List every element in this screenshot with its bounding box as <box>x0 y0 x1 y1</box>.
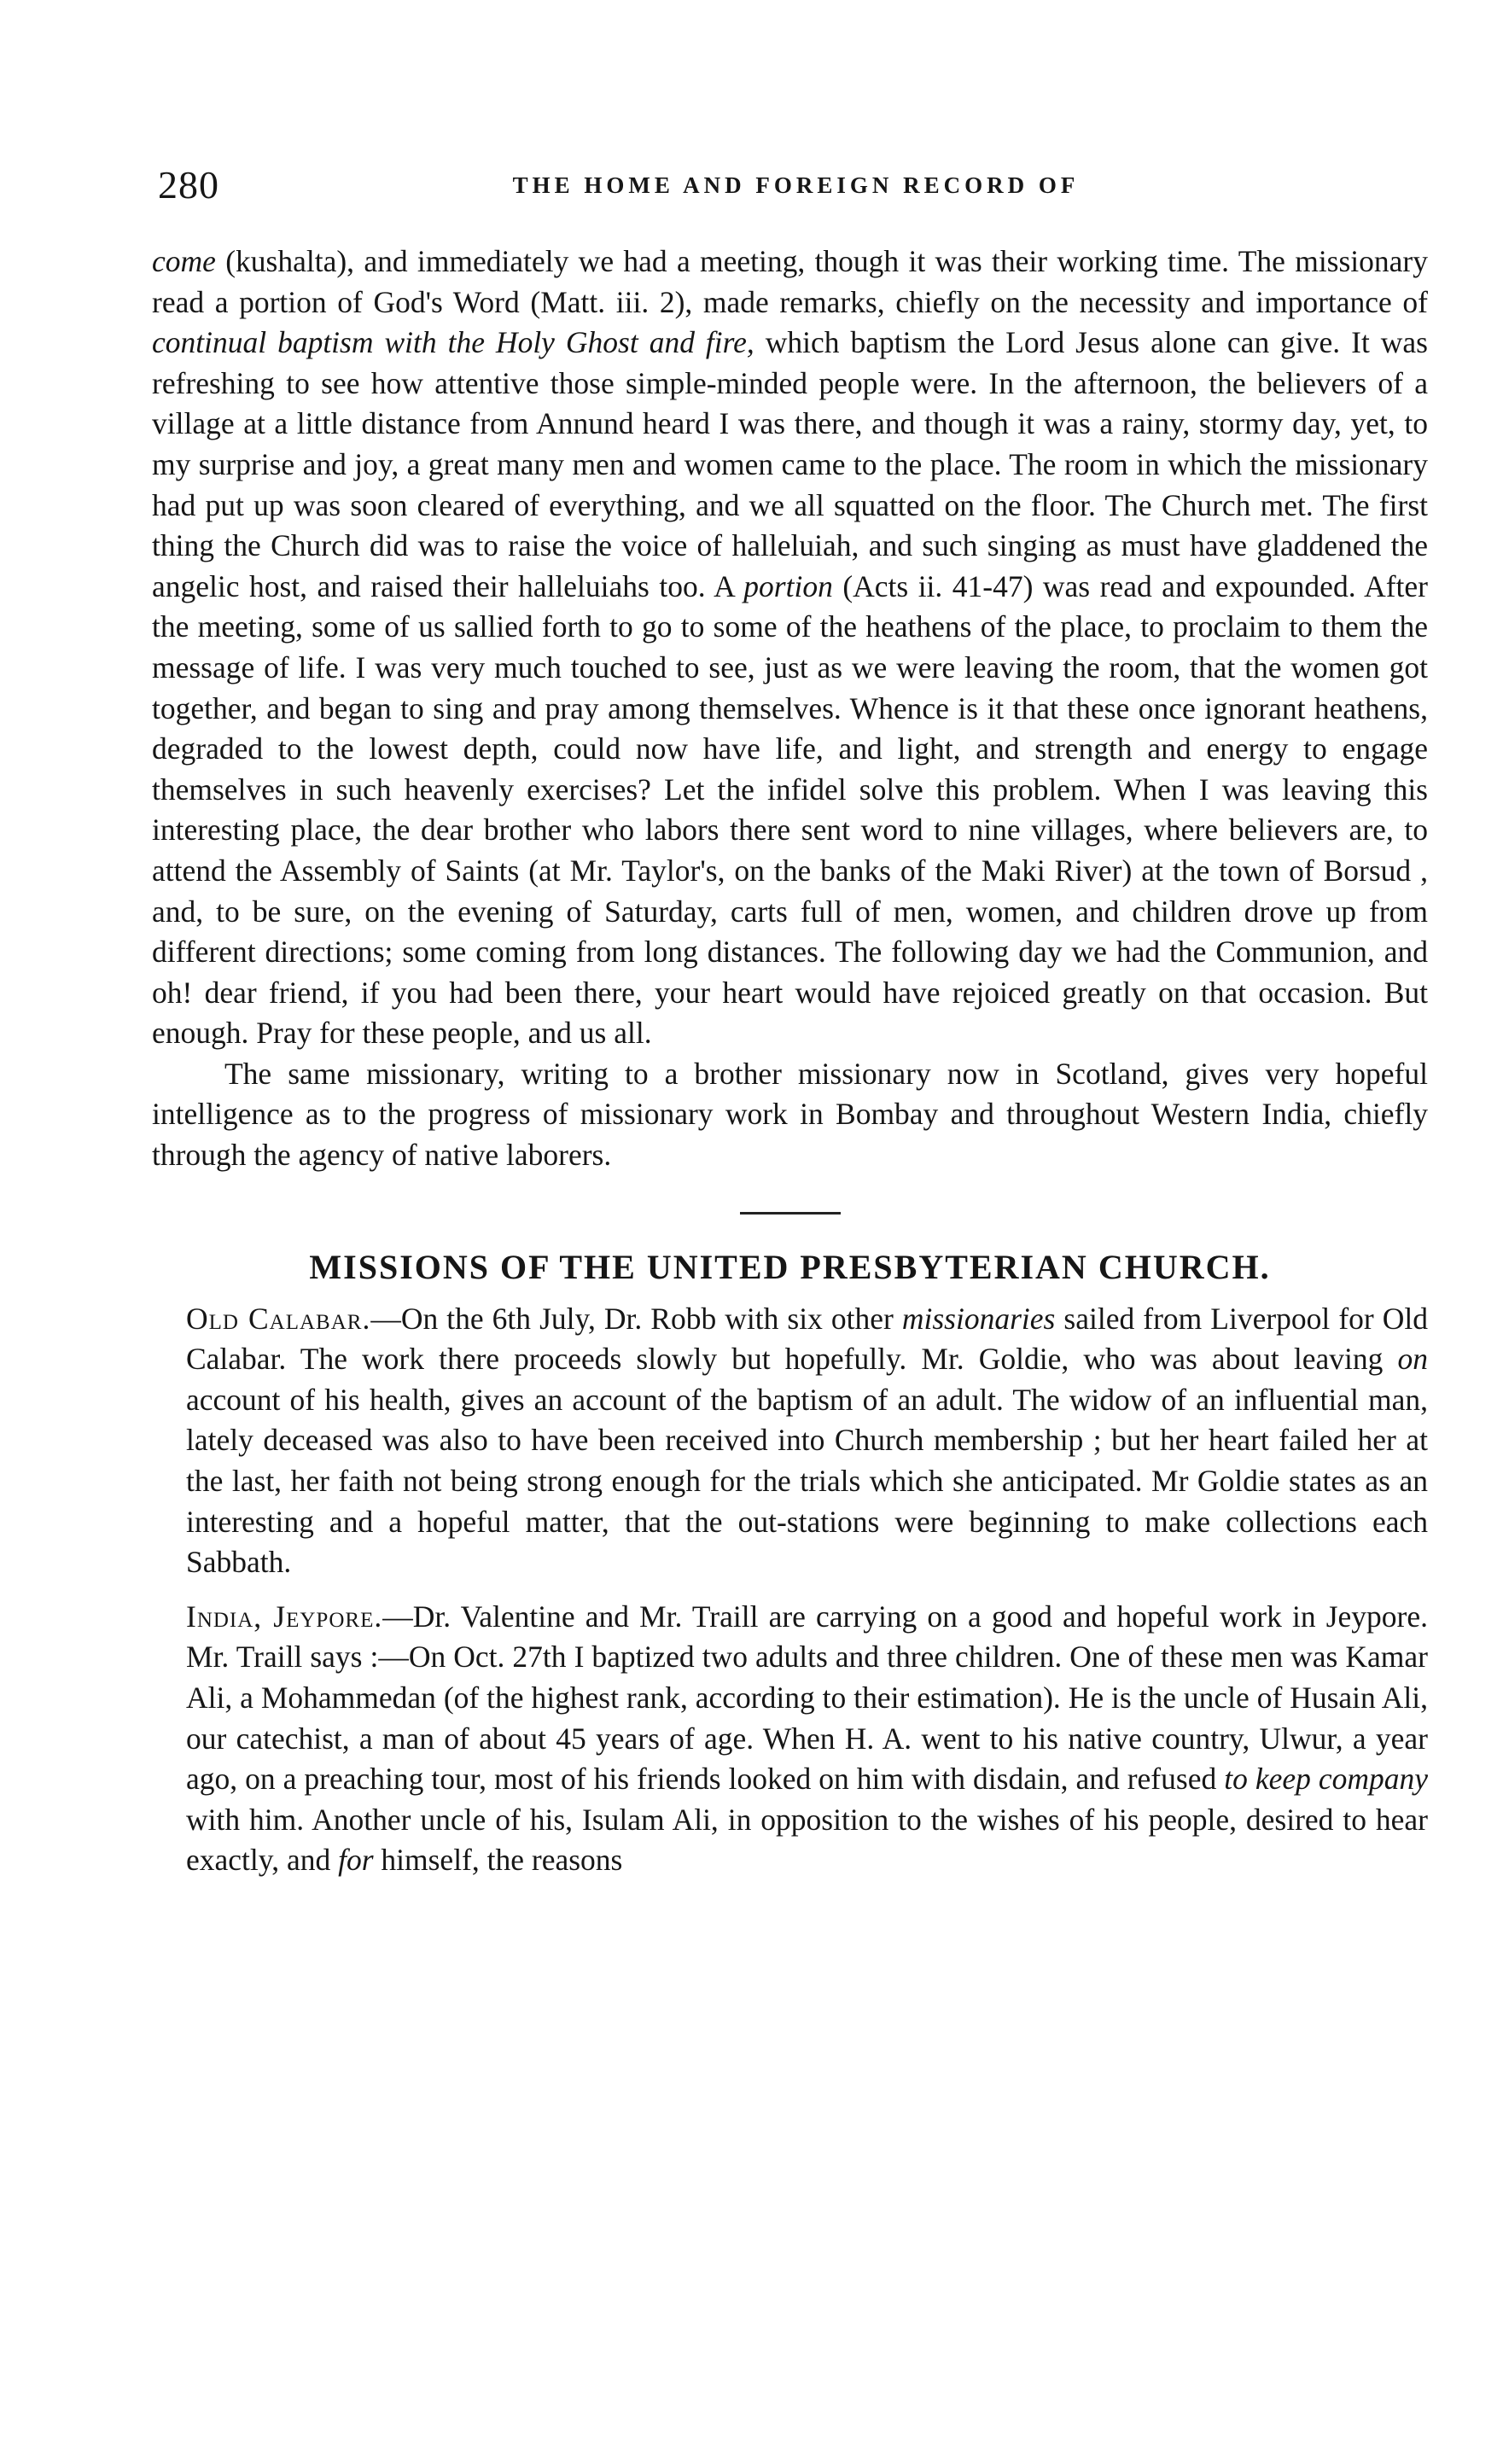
paragraph-lead: India, Jeypore. <box>186 1599 383 1634</box>
text-italic: portion <box>743 568 833 603</box>
paragraph-gap <box>152 1583 1428 1597</box>
text-run: sailed from Liverpool for Old Calabar. The work there proceeds slowly but hopefully. Mr. Goldie, who was about leaving <box>186 1301 1428 1377</box>
paragraph-missionary-news: The same missionary, writing to a brother missionary now in Scotland, gives very hopeful intelligence as to the progress of missionary work in Bombay and throughout Western India, chiefly through the agency of native laborers. <box>152 1056 1428 1173</box>
page-number: 280 <box>158 163 219 207</box>
text-run: (kushalta), and immediately we had a meeting, though it was their working time. The missionary read a portion of God's Word (Matt. iii. 2), made remarks, chiefly on the necessity and importance of <box>152 244 1428 319</box>
section-divider <box>740 1212 841 1215</box>
section-heading: MISSIONS OF THE UNITED PRESBYTERIAN CHURCH. <box>309 1247 1271 1286</box>
text-run: —On the 6th July, Dr. Robb with six other <box>370 1301 902 1336</box>
paragraph-old-calabar <box>152 1299 1428 1583</box>
text-column <box>152 242 1428 1881</box>
text-italic: for <box>338 1843 374 1878</box>
text-run: account of his health, gives an account of the baptism of an adult. The widow of an influential man, lately deceased was also to have been received into Church membership ; but her heart failed her at the last, her faith not being strong enough for the trials which she anticipated. Mr Goldie states as an interesting and a hopeful matter, that the out-stations were beginning to make collections each Sabbath. <box>186 1382 1428 1580</box>
text-italic: come <box>152 244 216 278</box>
text-italic: continual baptism with the Holy Ghost and fire, <box>152 325 754 360</box>
text-run: —Dr. Valentine and Mr. Traill are carrying on a good and hopeful work in Jeypore. Mr. Traill says :—On Oct. 27th I baptized two adults and three children. One of these men was Kamar Ali, a Mohammedan (of the highest rank, according to their estimation). He is the uncle of Husain Ali, our catechist, a man of about 45 years of age. When H. A. went to his native country, Ulwur, a year ago, on a preaching tour, most of his friends looked on him with disdain, and refused <box>186 1599 1428 1797</box>
text-italic: missionaries <box>901 1301 1056 1336</box>
text-run: himself, the reasons <box>373 1843 623 1878</box>
text-run: (Acts ii. 41-47) was read and expounded. After the meeting, some of us sallied forth to go to some of the heathens of the place, to proclaim to them the message of life. I was very much touched to see, just as we were leaving the room, that the women got together, and began to sing and pray among themselves. Whence is it that these once ignorant heathens, degraded to the lowest depth, could now have life, and light, and strength and energy to engage themselves in such heavenly exercises? Let the infidel solve this problem. When I was leaving this interesting place, the dear brother who labors there sent word to nine villages, where believers are, to attend the Assembly of Saints (at Mr. Taylor's, on the banks of the Maki River) at the town of Borsud , and, to be sure, on the evening of Saturday, carts full of men, women, and children drove up from different directions; some coming from long distances. The following day we had the Communion, and oh! dear friend, if you had been there, your heart would have rejoiced greatly on that occasion. But enough. Pray for these people, and us all. <box>152 568 1428 1051</box>
paragraph-india-jeypore <box>152 1597 1428 1881</box>
text-run: with him. Another uncle of his, Isulam Ali, in opposition to the wishes of his people, desired to hear exactly, and <box>186 1802 1428 1878</box>
text-italic: on <box>1397 1342 1428 1377</box>
text-italic: to keep company <box>1224 1762 1428 1797</box>
paragraph-lead: Old Calabar. <box>186 1301 371 1336</box>
running-head: THE HOME AND FOREIGN RECORD OF <box>512 172 1080 198</box>
page-header <box>158 162 1434 213</box>
text-run: which baptism the Lord Jesus alone can give. It was refreshing to see how attentive those simple-minded people were. In the afternoon, the believers of a village at a little distance from Annund heard I was there, and though it was a rainy, stormy day, yet, to my surprise and joy, a great many men and women came to the place. The room in which the missionary had put up was soon cleared of everything, and we all squatted on the floor. The Church met. The first thing the Church did was to raise the voice of halleluiah, and such singing as must have gladdened the angelic host, and raised their halleluiahs too. A <box>152 325 1428 603</box>
paragraph-continuation <box>152 242 1428 1054</box>
